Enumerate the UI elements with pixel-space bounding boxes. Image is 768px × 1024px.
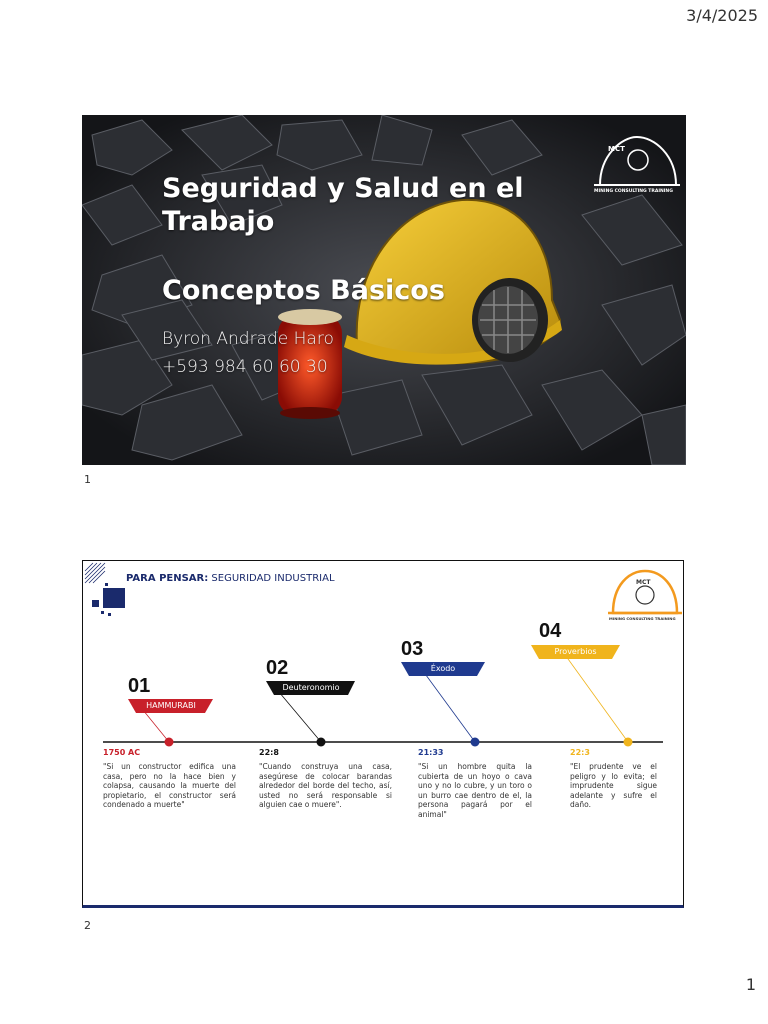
- logo-caption-2: MINING CONSULTING TRAINING: [609, 616, 676, 621]
- ref-1: 1750 AC: [103, 748, 141, 757]
- banner-label-1: HAMMURABI: [146, 701, 196, 710]
- quote-3: "Si un hombre quita la cubierta de un hoyo o cava uno y no lo cubre, y un toro o un burro cae dentro de el, la persona pagará por el animal": [418, 762, 532, 819]
- marker-2: [317, 738, 326, 747]
- ref-4: 22:3: [570, 748, 590, 757]
- connector-4: [563, 652, 628, 742]
- quote-2: "Cuando construya una casa, asegúrese de colocar barandas alrededor del borde del techo, así, usted no será responsable si alguien cae o muere".: [259, 762, 392, 810]
- title-slide: [82, 115, 686, 465]
- print-date: 3/4/2025: [686, 6, 758, 25]
- quote-4: "El prudente ve el peligro y lo evita; el imprudente sigue adelante y sufre el daño.: [570, 762, 657, 810]
- connector-3: [423, 671, 475, 742]
- quote-1: "Si un constructor edifica una casa, pero no la hace bien y colapsa, causando la muerte del propietario, el constructor será condenado a muerte": [103, 762, 236, 810]
- slide-subtitle: Conceptos Básicos: [162, 275, 445, 306]
- timeline-graphic: [83, 561, 683, 906]
- banner-label-3: Éxodo: [430, 664, 456, 673]
- author-name: Byron Andrade Haro: [162, 329, 334, 349]
- connector-1: [143, 710, 169, 742]
- logo-caption: MINING CONSULTING TRAINING: [594, 189, 673, 194]
- marker-3: [471, 738, 480, 747]
- logo-badge: MCT: [608, 145, 625, 153]
- ref-3: 21:33: [418, 748, 444, 757]
- page-number: 1: [745, 975, 756, 994]
- slide-number-1: 1: [84, 473, 91, 486]
- banner-label-2: Deuteronomio: [282, 683, 340, 692]
- banner-label-4: Proverbios: [554, 647, 597, 656]
- connector-2: [279, 692, 321, 742]
- marker-4: [624, 738, 633, 747]
- step-number-1: 01: [128, 675, 151, 697]
- logo-badge-2: MCT: [636, 579, 651, 586]
- step-number-4: 04: [539, 620, 562, 642]
- ref-2: 22:8: [259, 748, 279, 757]
- slide-title: Seguridad y Salud en el Trabajo: [162, 173, 524, 237]
- step-number-2: 02: [266, 657, 289, 679]
- timeline-slide: [82, 560, 684, 908]
- step-number-3: 03: [401, 638, 424, 660]
- author-phone: +593 984 60 60 30: [162, 357, 328, 377]
- marker-1: [165, 738, 174, 747]
- slide-number-2: 2: [84, 919, 91, 932]
- slide-heading: PARA PENSAR: SEGURIDAD INDUSTRIAL: [126, 573, 335, 584]
